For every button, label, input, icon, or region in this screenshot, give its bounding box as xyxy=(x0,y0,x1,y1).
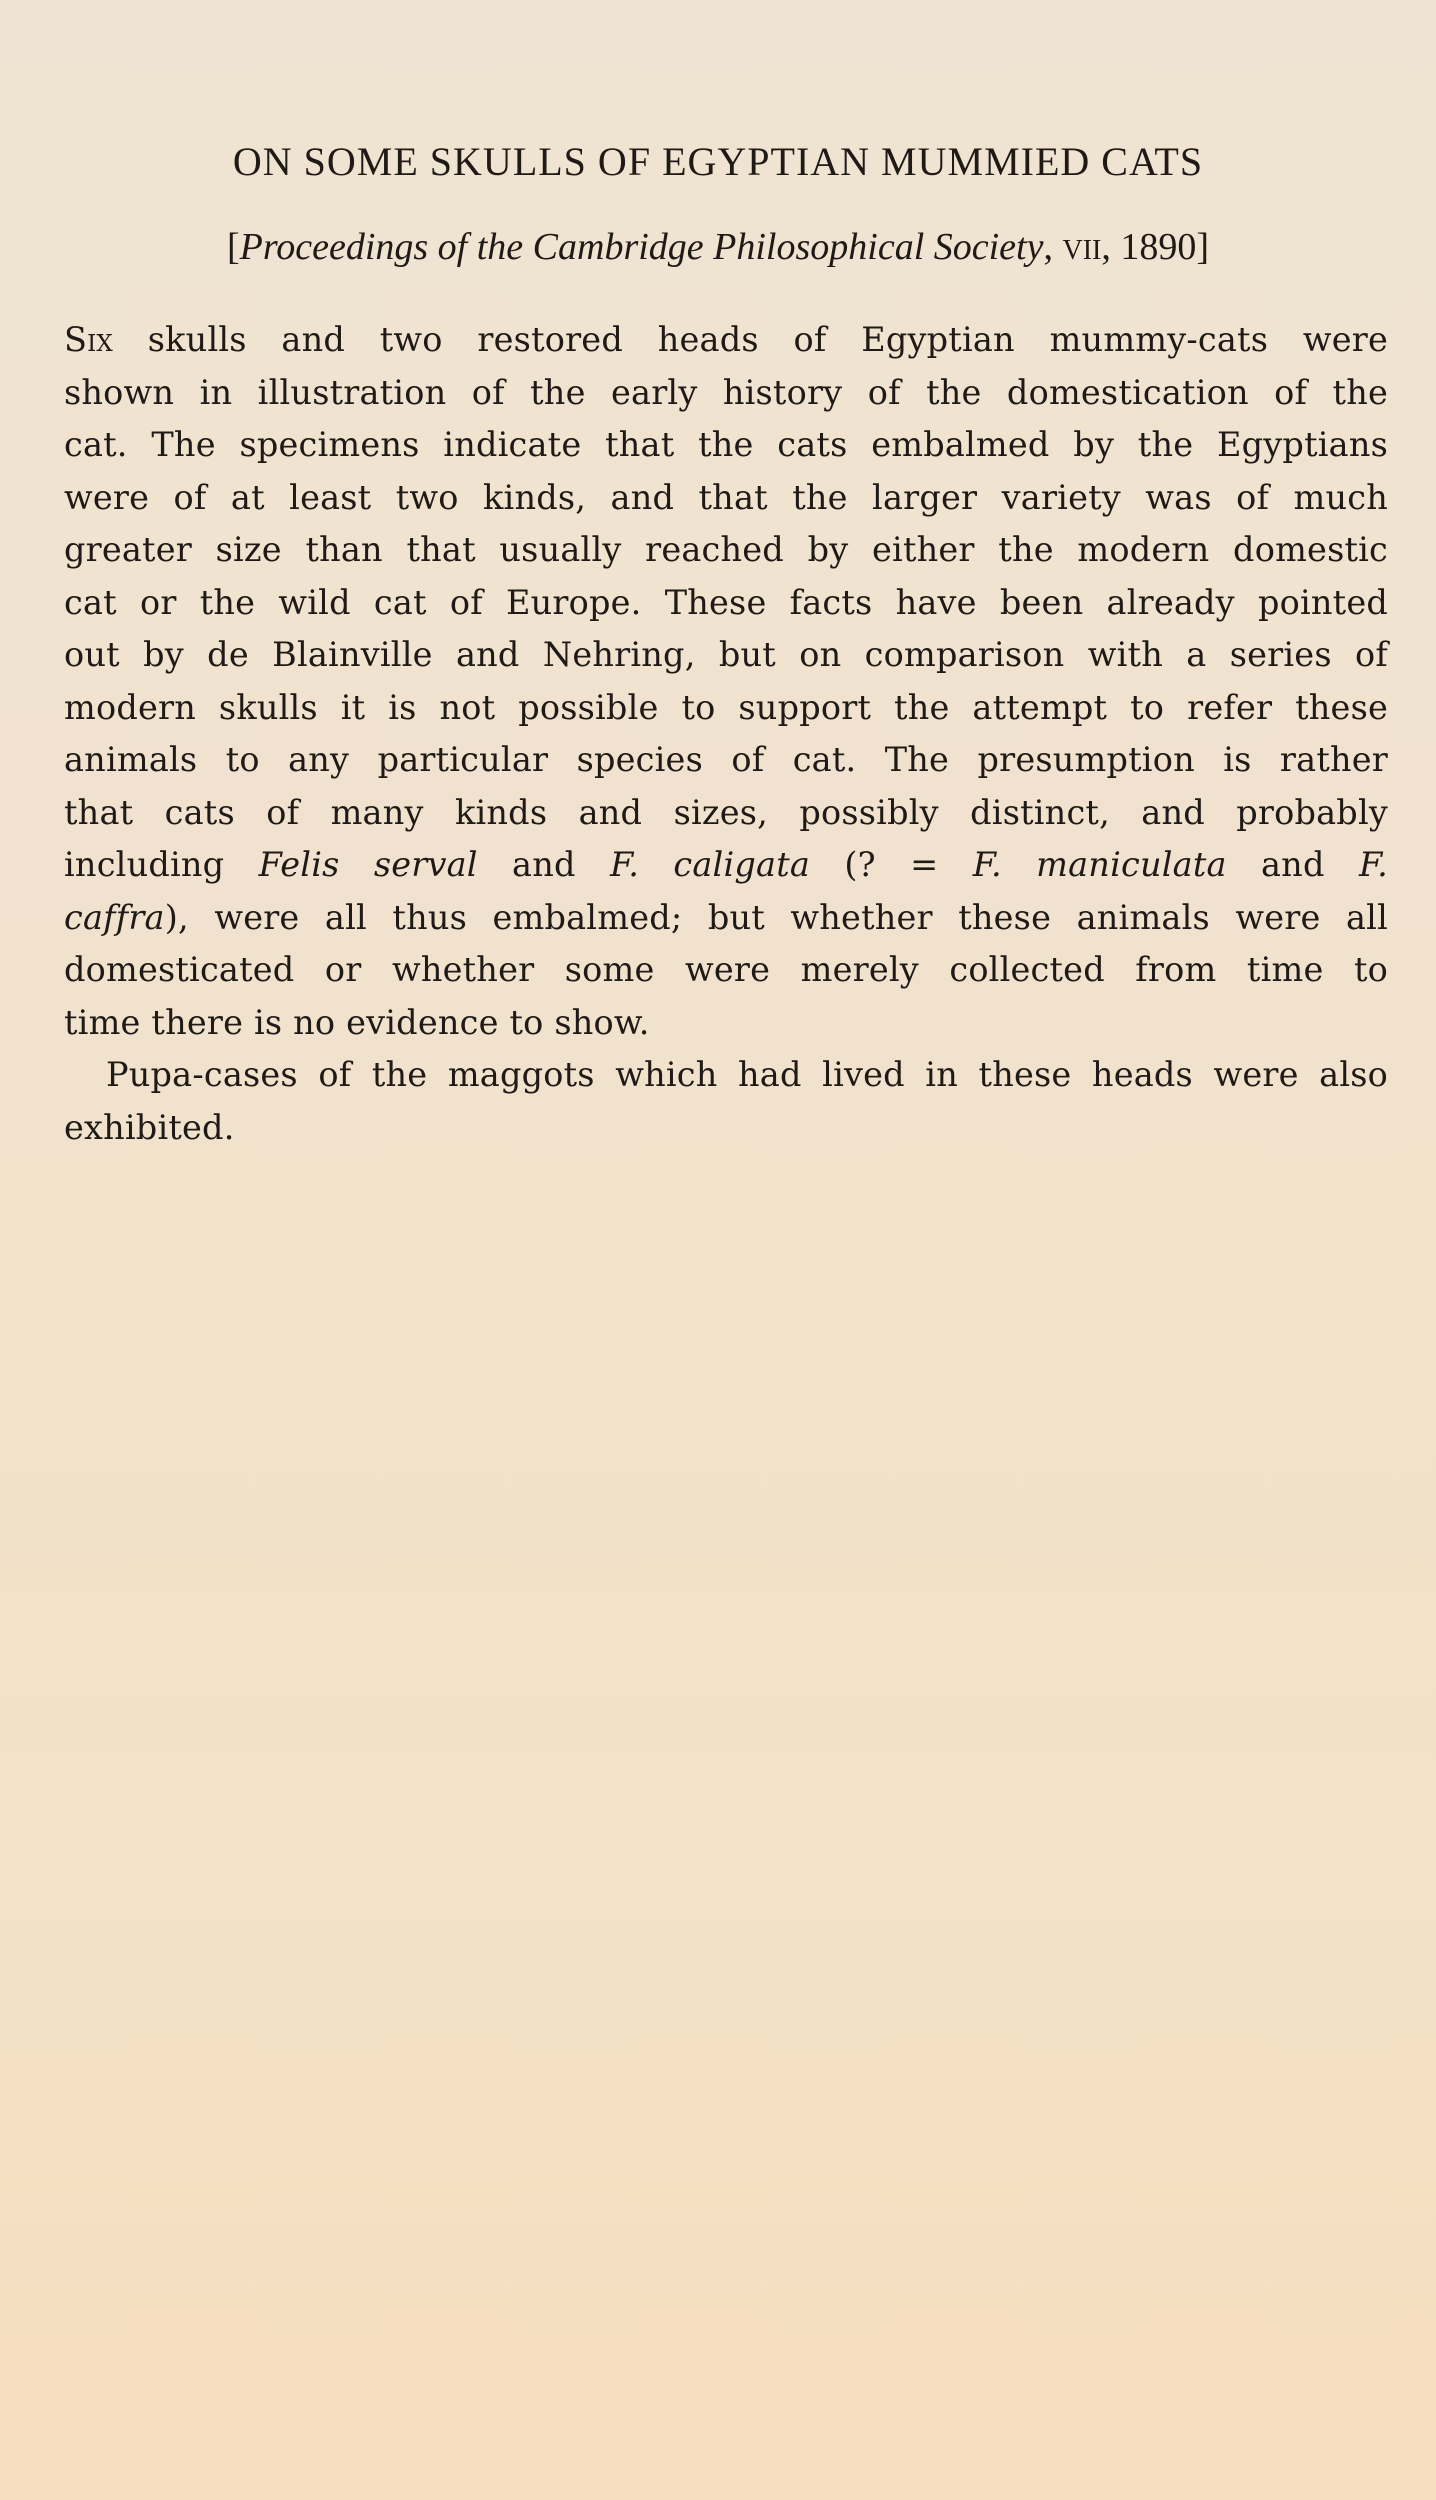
text-line: exhibited. xyxy=(64,1107,235,1147)
citation-volume: vii xyxy=(1062,223,1102,268)
citation-separator: , xyxy=(1043,226,1063,268)
text-line: cat or the wild cat of Europe. These facts have been already pointed xyxy=(64,582,1388,622)
text-line xyxy=(64,314,1388,367)
text-line: shown in illustration of the early history of the domestication of the xyxy=(64,372,1388,412)
text-line: time there is no evidence to show. xyxy=(64,1002,650,1042)
paragraph-1 xyxy=(64,314,1388,1049)
text-run: ), were all thus embalmed; but whether these animals were all xyxy=(164,897,1388,937)
paragraph-2 xyxy=(64,1049,1388,1154)
citation-open-bracket: [ xyxy=(226,226,240,268)
text-line: animals to any particular species of cat. The presumption is rather xyxy=(64,740,1388,779)
species-name: F. caligata xyxy=(610,845,811,884)
text-run: skulls and two restored heads of Egyptian mummy-cats were xyxy=(113,320,1388,359)
text-run: and xyxy=(477,845,610,884)
species-name: Felis serval xyxy=(258,845,478,884)
page-title: ON SOME SKULLS OF EGYPTIAN MUMMIED CATS xyxy=(232,139,1204,184)
text-line: cat. The specimens indicate that the cats embalmed by the Egyptians xyxy=(64,425,1388,464)
text-run: and xyxy=(1226,845,1359,884)
text-line: out by de Blainville and Nehring, but on comparison with a series of xyxy=(64,635,1388,674)
citation-journal: Proceedings of the Cambridge Philosophical Society xyxy=(239,226,1044,268)
species-name: caffra xyxy=(64,897,165,937)
text-run: including xyxy=(64,845,259,884)
first-word: Six xyxy=(64,320,114,359)
text-line: greater size than that usually reached by either the modern domestic xyxy=(64,530,1388,569)
text-line xyxy=(64,839,1388,892)
text-run: (? = xyxy=(810,845,973,884)
species-name: F. xyxy=(1358,845,1389,884)
species-name: F. maniculata xyxy=(972,845,1227,884)
text-line: domesticated or whether some were merely collected from time to xyxy=(64,950,1388,989)
citation-rest: , 1890] xyxy=(1101,226,1209,268)
body-text xyxy=(64,314,1388,1154)
text-line xyxy=(64,892,1388,945)
citation xyxy=(0,222,1436,269)
text-line: that cats of many kinds and sizes, possibly distinct, and probably xyxy=(64,792,1388,832)
text-line: were of at least two kinds, and that the larger variety was of much xyxy=(64,477,1388,517)
text-line: modern skulls it is not possible to support the attempt to refer these xyxy=(64,687,1388,727)
text-line: Pupa-cases of the maggots which had lived in these heads were also xyxy=(106,1055,1388,1094)
